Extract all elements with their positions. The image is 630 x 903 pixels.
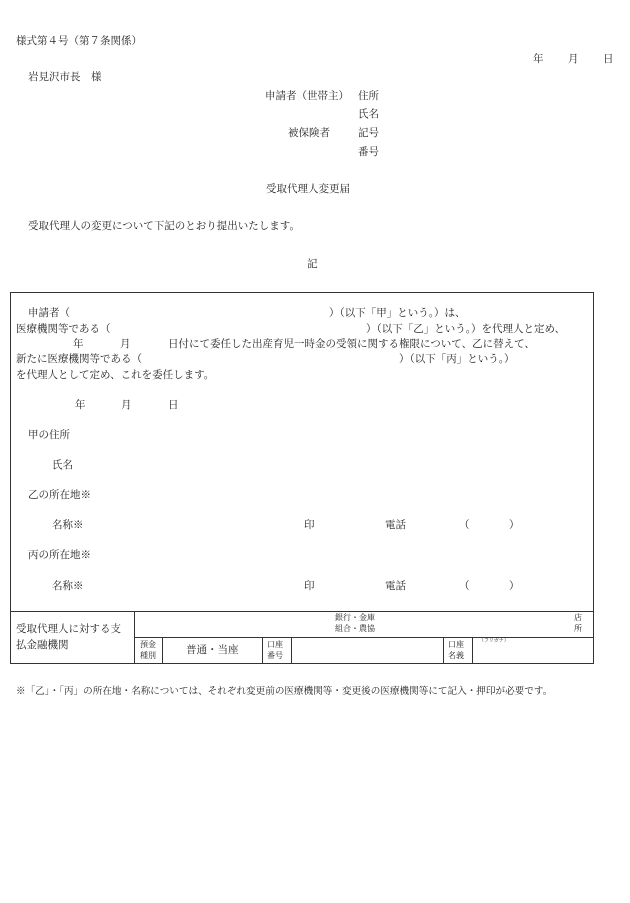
bank-table-col-1 bbox=[162, 637, 163, 664]
deposit-type-label-1: 預金 bbox=[140, 640, 156, 649]
hei-phone-paren-open: （ bbox=[459, 580, 470, 592]
ki-heading: 記 bbox=[307, 258, 318, 270]
bank-table-row-divider bbox=[134, 637, 594, 638]
bank-types-1: 銀行・金庫 bbox=[335, 613, 375, 622]
hei-seal-label: 印 bbox=[304, 580, 315, 592]
otsu-phone-paren-close: ） bbox=[509, 519, 520, 531]
delegation-line4-end: ）（以下「丙」という。） bbox=[399, 353, 515, 365]
bank-label-line1: 受取代理人に対する支 bbox=[16, 623, 121, 635]
delegation-line1-end: ）（以下「甲」という。）は、 bbox=[329, 307, 466, 319]
delegation-line1-start: 申請者（ bbox=[28, 307, 70, 319]
hei-phone-paren-close: ） bbox=[509, 580, 520, 592]
applicant-name-label: 氏名 bbox=[358, 108, 379, 120]
delegation-line5: を代理人として定め、これを委任します。 bbox=[16, 369, 215, 381]
delegation-line2-start: 医療機関等である（ bbox=[16, 323, 111, 335]
delegation-line3-month: 月 bbox=[120, 338, 131, 350]
otsu-phone-paren-open: （ bbox=[459, 519, 470, 531]
date-year-label: 年 bbox=[533, 53, 544, 65]
furigana-label: （フリガナ） bbox=[479, 638, 509, 644]
branch-label-1: 店 bbox=[574, 613, 582, 622]
account-number-label-1: 口座 bbox=[267, 640, 283, 649]
applicant-head-label: 申請者（世帯主） bbox=[265, 90, 349, 102]
otsu-phone-label: 電話 bbox=[385, 519, 406, 531]
bank-label-line2: 払金融機関 bbox=[16, 639, 69, 651]
date-day-label: 日 bbox=[603, 53, 614, 65]
insured-label: 被保険者 bbox=[288, 127, 330, 139]
insured-symbol-label: 記号 bbox=[358, 127, 379, 139]
bank-table-col-5 bbox=[472, 637, 473, 664]
delegation-line3-year: 年 bbox=[73, 338, 84, 350]
delegation-date-year: 年 bbox=[75, 399, 86, 411]
delegation-line4-start: 新たに医療機関等である（ bbox=[16, 353, 142, 365]
delegation-line2-end: ）（以下「乙」という。）を代理人と定め、 bbox=[366, 323, 566, 335]
kou-name-label: 氏名 bbox=[52, 459, 73, 471]
otsu-location-label: 乙の所在地※ bbox=[28, 489, 91, 501]
document-title: 受取代理人変更届 bbox=[266, 183, 350, 195]
footnote: ※「乙」・「丙」の所在地・名称については、それぞれ変更前の医療機関等・変更後の医療機関等にて記入・押印が必要です。 bbox=[16, 686, 553, 697]
branch-label-2: 所 bbox=[574, 624, 582, 633]
hei-phone-label: 電話 bbox=[385, 580, 406, 592]
bank-table-col-3 bbox=[291, 637, 292, 664]
intro-text: 受取代理人の変更について下記のとおり提出いたします。 bbox=[28, 220, 300, 232]
bank-table-col-4 bbox=[443, 637, 444, 664]
bank-types-2: 組合・農協 bbox=[335, 624, 375, 633]
account-number-label-2: 番号 bbox=[267, 651, 283, 660]
insured-number-label: 番号 bbox=[358, 146, 379, 158]
account-name-label-2: 名義 bbox=[448, 651, 464, 660]
delegation-date-day: 日 bbox=[168, 399, 179, 411]
addressee: 岩見沢市長 様 bbox=[28, 71, 102, 83]
applicant-address-label: 住所 bbox=[358, 90, 379, 102]
delegation-date-month: 月 bbox=[121, 399, 132, 411]
hei-location-label: 丙の所在地※ bbox=[28, 549, 91, 561]
otsu-seal-label: 印 bbox=[304, 519, 315, 531]
bank-table-col-2 bbox=[262, 637, 263, 664]
deposit-type-value: 普通・当座 bbox=[186, 644, 239, 656]
date-month-label: 月 bbox=[568, 53, 579, 65]
form-number: 様式第４号（第７条関係） bbox=[16, 35, 142, 47]
hei-name-label: 名称※ bbox=[52, 580, 84, 592]
account-name-label-1: 口座 bbox=[448, 640, 464, 649]
deposit-type-label-2: 種別 bbox=[140, 651, 156, 660]
otsu-name-label: 名称※ bbox=[52, 519, 84, 531]
kou-address-label: 甲の住所 bbox=[28, 429, 70, 441]
delegation-line3-text: 日付にて委任した出産育児一時金の受領に関する権限について、乙に替えて、 bbox=[168, 338, 535, 350]
